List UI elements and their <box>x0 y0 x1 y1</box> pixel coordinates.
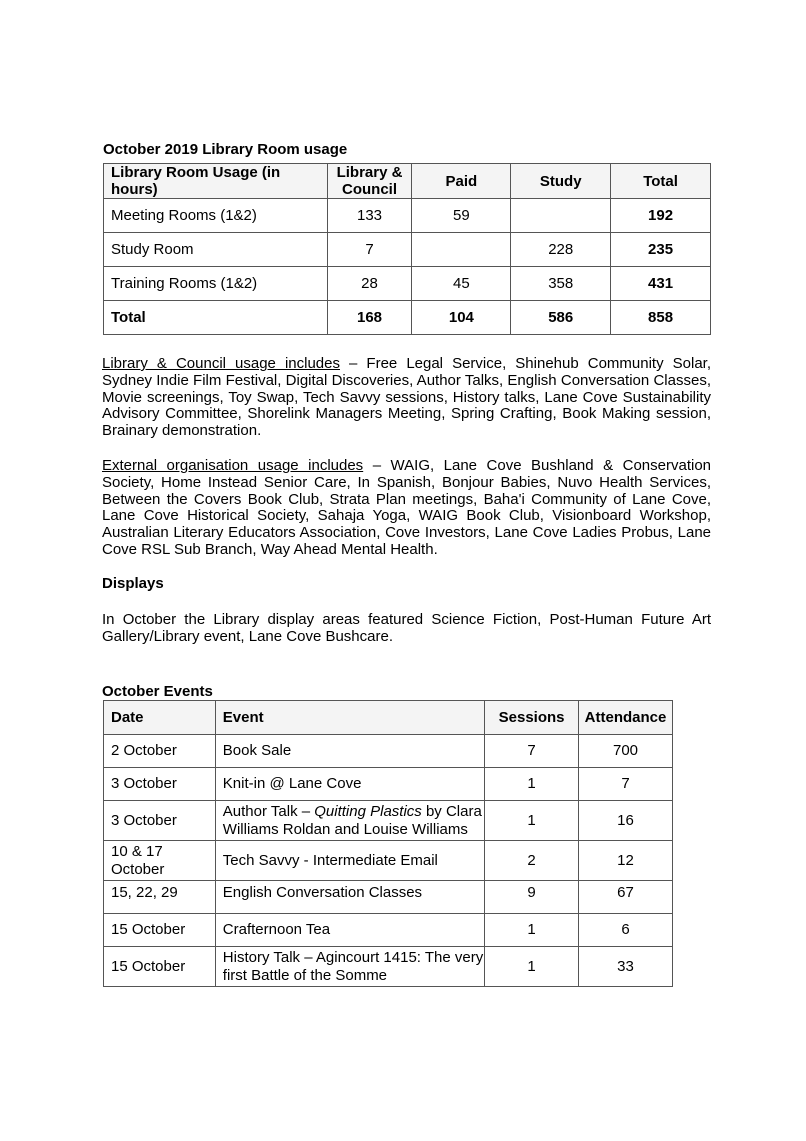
council-usage-paragraph <box>102 356 711 440</box>
event-attendance: 67 <box>579 881 673 914</box>
row-label: Training Rooms (1&2) <box>104 267 328 301</box>
external-usage-text: – WAIG, Lane Cove Bushland & Conservation Society, Home Instead Senior Care, In Spanish, Bonjour Babies, Nuvo Health Services, Between the Covers Book Club, Strata Plan meetings, Baha'i Community of Lane Cove, Lane Cove Historical Society, Sahaja Yoga, WAIG Book Club, Visionboard Workshop, Australian Literary Educators Association, Cove Investors, Lane Cove Ladies Probus, Lane Cove RSL Sub Branch, Way Ahead Mental Health. <box>102 457 712 558</box>
column-header: Date <box>104 701 216 735</box>
row-label: Study Room <box>104 233 328 267</box>
column-header: Total <box>611 164 711 199</box>
event-sessions: 1 <box>485 947 579 987</box>
event-sessions: 2 <box>485 841 579 881</box>
event-attendance: 700 <box>579 735 673 768</box>
event-date: 3 October <box>104 768 216 801</box>
cell-total: 858 <box>611 301 711 335</box>
table-header-row <box>104 701 673 735</box>
cell-council: 28 <box>327 267 412 301</box>
event-date: 15 October <box>104 914 216 947</box>
cell-study <box>511 199 611 233</box>
table-row <box>104 801 673 841</box>
table-header-row <box>104 164 711 199</box>
column-header: Sessions <box>485 701 579 735</box>
event-attendance: 16 <box>579 801 673 841</box>
cell-total: 192 <box>611 199 711 233</box>
event-name <box>215 801 484 841</box>
event-name: History Talk – Agincourt 1415: The very first Battle of the Somme <box>215 947 484 987</box>
event-attendance: 6 <box>579 914 673 947</box>
table-row <box>104 914 673 947</box>
column-header: Attendance <box>579 701 673 735</box>
cell-council: 168 <box>327 301 412 335</box>
event-date: 15, 22, 29 <box>104 881 216 914</box>
event-attendance: 12 <box>579 841 673 881</box>
council-usage-text: – Free Legal Service, Shinehub Community Solar, Sydney Indie Film Festival, Digital Discoveries, Author Talks, English Conversation Classes, Movie screenings, Toy Swap, Tech Savvy sessions, History talks, Lane Cove Sustainability Advisory Committee, Shorelink Managers Meeting, Spring Crafting, Book Making session, Brainary demonstration. <box>102 355 711 440</box>
table-row <box>104 735 673 768</box>
event-date: 2 October <box>104 735 216 768</box>
column-header: Library Room Usage (in hours) <box>104 164 328 199</box>
event-name: Book Sale <box>215 735 484 768</box>
table-total-row <box>104 301 711 335</box>
event-name-prefix: Author Talk – <box>222 802 315 820</box>
event-book-title: Quitting Plastics <box>314 802 422 820</box>
room-usage-table <box>103 163 711 335</box>
cell-study: 358 <box>511 267 611 301</box>
cell-study: 586 <box>511 301 611 335</box>
column-header: Library & Council <box>327 164 412 199</box>
event-name: Tech Savvy - Intermediate Email <box>215 841 484 881</box>
cell-total: 431 <box>611 267 711 301</box>
event-date: 15 October <box>104 947 216 987</box>
row-label: Total <box>104 301 328 335</box>
events-table <box>103 700 673 987</box>
row-label: Meeting Rooms (1&2) <box>104 199 328 233</box>
event-sessions: 1 <box>485 914 579 947</box>
cell-paid: 59 <box>412 199 511 233</box>
events-title: October Events <box>102 683 213 700</box>
event-sessions: 9 <box>485 881 579 914</box>
column-header: Paid <box>412 164 511 199</box>
event-name: Crafternoon Tea <box>215 914 484 947</box>
table-row <box>104 947 673 987</box>
event-date: 3 October <box>104 801 216 841</box>
event-name: Knit-in @ Lane Cove <box>215 768 484 801</box>
displays-heading: Displays <box>102 575 164 592</box>
table-row <box>104 841 673 881</box>
event-date: 10 & 17 October <box>104 841 216 881</box>
displays-paragraph: In October the Library display areas featured Science Fiction, Post-Human Future Art Gallery/Library event, Lane Cove Bushcare. <box>102 611 711 645</box>
usage-title: October 2019 Library Room usage <box>103 141 348 158</box>
event-sessions: 1 <box>485 768 579 801</box>
event-name-suffix: by Clara Williams Roldan and Louise Williams <box>222 802 482 838</box>
cell-study: 228 <box>511 233 611 267</box>
cell-paid: 45 <box>412 267 511 301</box>
column-header: Event <box>215 701 484 735</box>
council-usage-heading: Library & Council usage includes <box>102 355 340 372</box>
cell-council: 133 <box>327 199 412 233</box>
cell-total: 235 <box>611 233 711 267</box>
cell-paid <box>412 233 511 267</box>
table-row <box>104 768 673 801</box>
table-row <box>104 199 711 233</box>
event-name: English Conversation Classes <box>215 881 484 914</box>
table-row <box>104 267 711 301</box>
table-row <box>104 881 673 914</box>
cell-council: 7 <box>327 233 412 267</box>
event-attendance: 7 <box>579 768 673 801</box>
external-usage-heading: External organisation usage includes <box>102 457 364 474</box>
table-row <box>104 233 711 267</box>
column-header: Study <box>511 164 611 199</box>
event-attendance: 33 <box>579 947 673 987</box>
event-sessions: 1 <box>485 801 579 841</box>
cell-paid: 104 <box>412 301 511 335</box>
external-usage-paragraph <box>102 458 711 559</box>
event-sessions: 7 <box>485 735 579 768</box>
